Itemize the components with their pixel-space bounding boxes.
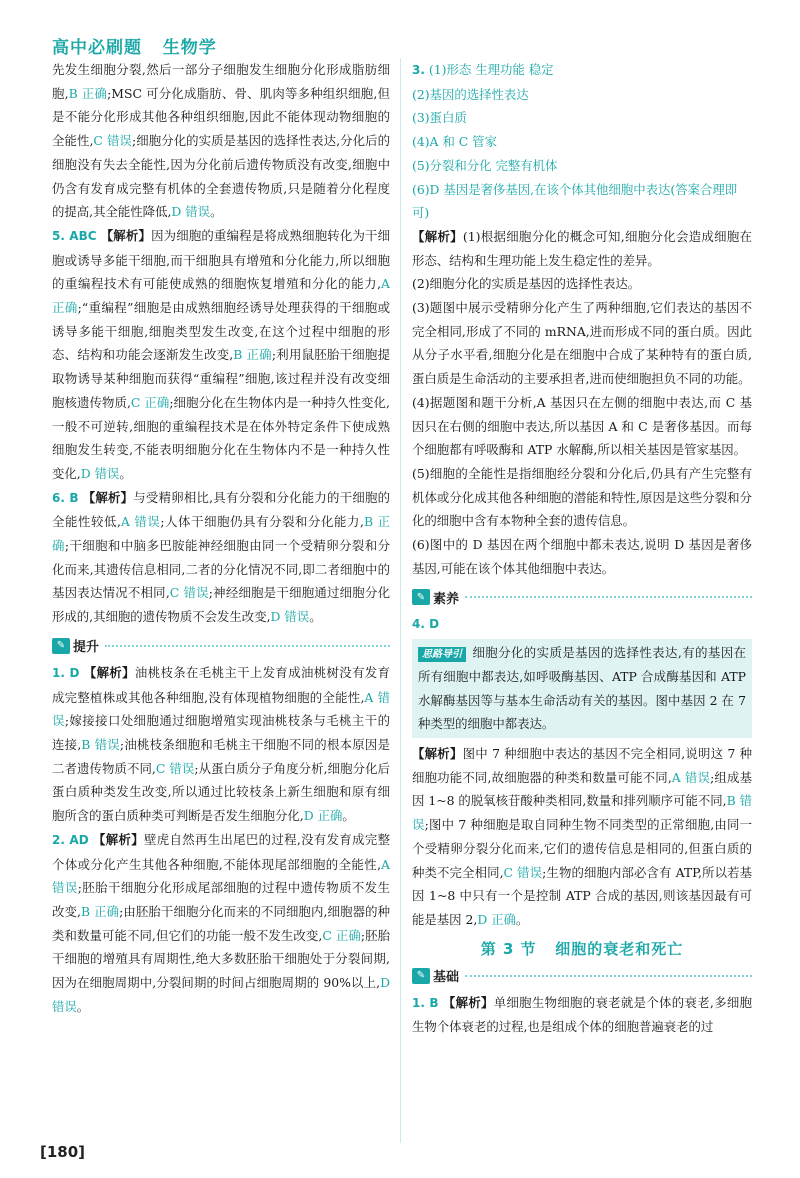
text: 。 xyxy=(210,204,223,220)
text: ;利用鼠胚胎干细胞提取物诱导某种细胞而获得“重编程”细胞,该过程并没有改变细胞核遗传物质, xyxy=(52,347,390,410)
judgement: D 正确 xyxy=(303,808,343,824)
judgement: C 错误 xyxy=(93,133,132,149)
left-column xyxy=(52,58,390,1018)
answer-line-4: (4)A 和 C 管家 xyxy=(412,134,497,150)
judgement: B 正确 xyxy=(68,85,108,101)
question-6 xyxy=(52,486,390,629)
analysis-label: 【解析】 xyxy=(412,745,463,761)
guide-tag: 思路导引 xyxy=(418,647,466,662)
judgement: C 正确 xyxy=(322,927,361,943)
text: ;细胞分化在生物体内是一种持久性变化,一般不可逆转,细胞的重编程技术是在体外特定条件下使成熟细胞发生转变,不能表明细胞分化在生物体内不是一种持久性变化, xyxy=(52,394,390,481)
text: 。 xyxy=(342,808,355,824)
tisheng-question-2 xyxy=(52,828,390,1019)
guide-text xyxy=(418,641,746,736)
section-label: 基础 xyxy=(433,970,460,986)
judgement: A 错误 xyxy=(52,856,390,896)
text: 。 xyxy=(515,911,529,927)
analysis-label: 【解析】 xyxy=(83,664,135,680)
column-divider xyxy=(400,58,401,1143)
question-number: 3. xyxy=(412,63,425,77)
text: ;干细胞和中脑多巴胺能神经细胞由同一个受精卵分裂和分化而来,其遗传信息相同,二者的分化情况不同,即二者细胞中的基因表达情况不相同, xyxy=(52,538,390,601)
dotted-rule xyxy=(105,645,390,647)
question-number: 6. B xyxy=(52,490,79,505)
analysis-label: 【解析】 xyxy=(82,489,134,505)
text: ;“重编程”细胞是由成熟细胞经诱导处理获得的干细胞或诱导多能干细胞,细胞类型发生改变,在这个过程中细胞的形态、结构和功能会逐渐发生改变, xyxy=(52,300,391,363)
explanation-5: (5)细胞的全能性是指细胞经分裂和分化后,仍具有产生完整有机体或分化成其他各种细胞的潜能和特性,原因是这些分裂和分化的细胞中含有本物种全套的遗传信息。 xyxy=(412,465,752,529)
text: 。 xyxy=(76,998,90,1014)
text: ;胚胎干细胞的增殖具有周期性,绝大多数胚胎干细胞处于分裂间期,因为在细胞周期中,分裂间期的时间占细胞周期的 90%以上, xyxy=(52,927,390,991)
paragraph-continued xyxy=(52,58,390,224)
text: 图中 7 种细胞中表达的基因不完全相同,说明这 7 种细胞功能不同,故细胞器的种类和数量可能不同, xyxy=(412,745,752,785)
judgement: D 正确 xyxy=(477,911,516,927)
section-heading-tisheng xyxy=(52,634,390,658)
suyang-answer xyxy=(412,612,752,637)
text: 。 xyxy=(309,609,322,625)
thinking-guide-box xyxy=(412,639,752,738)
text: ;嫁接接口处细胞通过细胞增殖实现油桃枝条与毛桃主干的连接, xyxy=(52,713,390,752)
explanation-2: (2)细胞分化的实质是基因的选择性表达。 xyxy=(412,276,641,292)
judgement: A 错误 xyxy=(52,689,390,729)
judgement: C 错误 xyxy=(503,864,543,880)
text: (1)根据细胞分化的概念可知,细胞分化会造成细胞在形态、结构和生理功能上发生稳定性的差异。 xyxy=(412,228,752,268)
analysis-label: 【解析】 xyxy=(100,227,152,243)
text: ;图中 7 种细胞是取自同种生物不同类型的正常细胞,由同一个受精卵分裂分化而来,它们的遗传信息是相同的,但蛋白质的种类不完全相同, xyxy=(412,817,753,880)
text: ;胚胎干细胞分化形成尾部细胞的过程中遗传物质不发生改变, xyxy=(52,880,390,919)
analysis-label: 【解析】 xyxy=(92,831,144,847)
analysis-label: 【解析】 xyxy=(412,228,463,244)
brush-icon: ✎ xyxy=(412,589,430,605)
jichu-question-1 xyxy=(412,991,752,1039)
question-number: 2. AD xyxy=(52,832,89,847)
answer-line-6: (6)D 基因是奢侈基因,在该个体其他细胞中表达(答案合理即可) xyxy=(412,181,738,221)
answer-line-2: (2)基因的选择性表达 xyxy=(412,86,529,102)
explanation-4: (4)据题图和题干分析,A 基因只在左侧的细胞中表达,而 C 基因只在右侧的细胞中表达,所以基因 A 和 C 是奢侈基因。而每个细胞都有呼吸酶和 ATP 水解酶,所以相关基因是管家基因。 xyxy=(412,394,752,458)
explanation-3: (3)题图中展示受精卵分化产生了两种细胞,它们表达的基因不完全相同,形成了不同的 mRNA,进而形成不同的蛋白质。因此从分子水平看,细胞分化是在细胞中合成了某种特有的蛋白质,蛋白质是生命活动的主要承担者,进而使细胞担负不同的功能。 xyxy=(412,300,752,387)
text: ;从蛋白质分子角度分析,细胞分化后蛋白质种类发生改变,所以通过比较枝条上新生细胞和原有细胞所含的蛋白质种类可判断是否发生细胞分化, xyxy=(52,760,390,824)
suyang-explanation xyxy=(412,742,752,932)
text: ;组成基因 1~8 的脱氧核苷酸种类相同,数量和排列顺序可能不同, xyxy=(412,769,752,809)
judgement: C 错误 xyxy=(155,760,195,776)
judgement: B 正确 xyxy=(80,903,120,919)
judgement: B 错误 xyxy=(81,736,120,752)
tisheng-question-1 xyxy=(52,661,390,828)
text: ;人体干细胞仍具有分裂和分化能力, xyxy=(160,514,364,530)
text: ;油桃枝条细胞和毛桃主干细胞不同的根本原因是二者遗传物质不同, xyxy=(52,736,390,776)
section-label: 提升 xyxy=(73,640,100,656)
text: 因为细胞的重编程是将成熟细胞转化为干细胞或诱导多能干细胞,而干细胞具有增殖和分化能力,所以细胞的重编程技术有可能使成熟的细胞恢复增殖和分化的能力, xyxy=(52,227,391,292)
judgement: B 正确 xyxy=(52,514,390,554)
answer-text: (1)形态 生理功能 稳定 xyxy=(428,62,554,77)
analysis-label: 【解析】 xyxy=(442,994,494,1010)
judgement: A 错误 xyxy=(671,769,711,785)
judgement: B 错误 xyxy=(412,793,752,833)
text: 油桃枝条在毛桃主干上发育成油桃树没有发育成完整植株或其他各种细胞,没有体现植物细胞的全能性, xyxy=(52,664,391,705)
question-number: 1. B xyxy=(412,995,439,1010)
section-heading-jichu xyxy=(412,964,752,988)
judgement: D 错误 xyxy=(80,465,120,481)
answer-line-5: (5)分裂和分化 完整有机体 xyxy=(412,157,558,173)
chapter-section-title: 第 3 节 细胞的衰老和死亡 xyxy=(480,939,684,958)
right-column xyxy=(412,58,752,1039)
text: ;由胚胎干细胞分化而来的不同细胞内,细胞器的种类和数量可能不同,但它们的功能一般不发生改变, xyxy=(52,903,390,943)
dotted-rule xyxy=(465,975,752,977)
text: 。 xyxy=(119,465,132,481)
text: 细胞分化的实质是基因的选择性表达,有的基因在所有细胞中都表达,如呼吸酶基因、ATP 合成酶基因和 ATP 水解酶基因等与基本生命活动有关的基因。图中基因 2 在 7 种类型的细胞中都表达。 xyxy=(418,645,746,732)
judgement: D 错误 xyxy=(270,609,310,625)
text: 壁虎自然再生出尾巴的过程,没有发育成完整个体或分化产生其他各种细胞,不能体现尾部细胞的全能性, xyxy=(52,831,390,872)
brush-icon: ✎ xyxy=(412,968,430,984)
text: 与受精卵相比,具有分裂和分化能力的干细胞的全能性较低, xyxy=(52,489,390,530)
page-number: [180] xyxy=(40,1143,86,1161)
dotted-rule xyxy=(465,596,752,598)
section-heading-suyang xyxy=(412,585,752,609)
question-number: 5. ABC xyxy=(52,228,97,243)
text: ;神经细胞是干细胞通过细胞分化形成的,其细胞的遗传物质不会发生改变, xyxy=(52,585,390,625)
text: ;生物的细胞内部必含有 ATP,所以若基因 1~8 中只有一个是控制 ATP 合成的基因,则该基因最有可能是基因 2, xyxy=(412,864,752,927)
brush-icon: ✎ xyxy=(52,638,70,654)
judgement: D 错误 xyxy=(171,204,211,220)
judgement: B 正确 xyxy=(233,347,272,363)
answer-line-1 xyxy=(412,58,752,83)
explanation-1 xyxy=(412,225,752,272)
judgement: A 错误 xyxy=(120,514,161,530)
judgement: C 正确 xyxy=(130,394,170,410)
judgement: A 正确 xyxy=(52,276,390,316)
judgement: C 错误 xyxy=(169,585,209,601)
text: ;细胞分化的实质是基因的选择性表达,分化后的细胞没有失去全能性,因为分化前后遗传物质没有改变,细胞中仍含有发育成完整有机体的全套遗传物质,只是随着分化程度的提高,其全能性降低, xyxy=(52,133,390,220)
text: 单细胞生物细胞的衰老就是个体的衰老,多细胞生物个体衰老的过程,也是组成个体的细胞普遍衰老的过 xyxy=(412,994,752,1035)
text: ;MSC 可分化成脂肪、骨、肌肉等多种组织细胞,但是不能分化形成其他各种组织细胞,因此不能体现动物细胞的全能性, xyxy=(52,85,390,149)
judgement: D 错误 xyxy=(52,975,390,1014)
section-label: 素养 xyxy=(433,591,460,607)
explanation-6: (6)图中的 D 基因在两个细胞中都未表达,说明 D 基因是奢侈基因,可能在该个体其他细胞中表达。 xyxy=(412,537,752,576)
question-5 xyxy=(52,224,390,486)
question-number: 1. D xyxy=(52,665,80,680)
text: 先发生细胞分裂,然后一部分子细胞发生细胞分化形成脂肪细胞, xyxy=(52,62,390,101)
running-header: 高中必刷题 生物学 xyxy=(52,38,217,58)
answer-line-3: (3)蛋白质 xyxy=(412,110,467,126)
question-number: 4. D xyxy=(412,617,440,632)
